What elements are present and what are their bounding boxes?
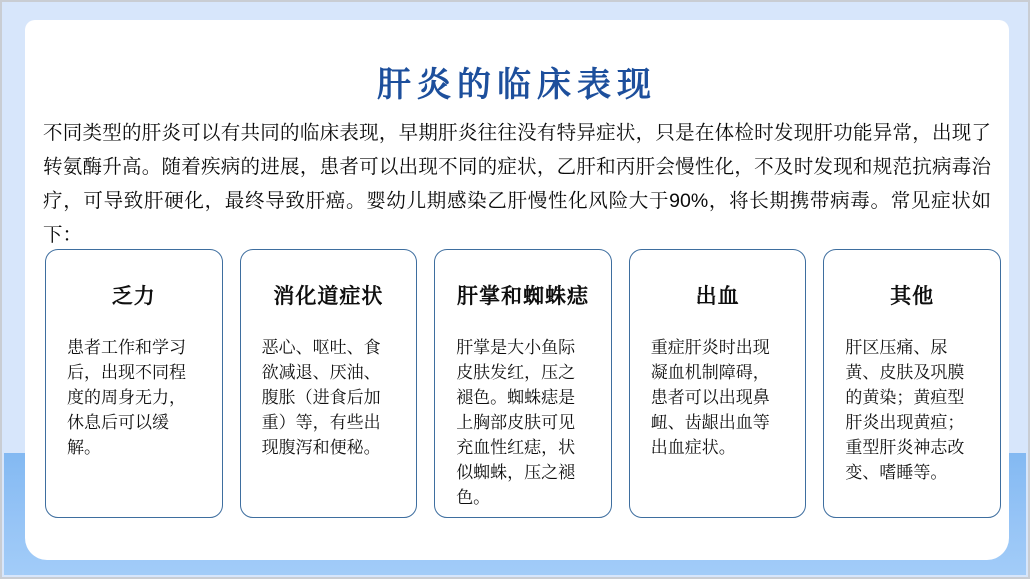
card-body: 恶心、呕吐、食欲减退、厌油、腹胀（进食后加重）等，有些出现腹泻和便秘。 <box>261 338 381 457</box>
card-body: 患者工作和学习后，出现不同程度的周身无力，休息后可以缓解。 <box>67 338 186 457</box>
card-title: 乏力 <box>111 285 156 308</box>
card-other <box>823 249 1001 518</box>
card-liver-palms-spider-nevi <box>434 249 612 518</box>
symptom-cards-row <box>45 249 1001 518</box>
card-body: 重症肝炎时出现凝血机制障碍，患者可以出现鼻衄、齿龈出血等出血症状。 <box>650 338 770 457</box>
card-body: 肝掌是大小鱼际皮肤发红，压之褪色。蜘蛛痣是上胸部皮肤可见充血性红痣，状似蜘蛛，压之褪色。 <box>456 338 576 507</box>
card-fatigue <box>45 249 223 518</box>
card-title: 其他 <box>890 285 935 308</box>
card-digestive-symptoms <box>240 249 418 518</box>
card-title: 出血 <box>695 285 740 308</box>
intro-paragraph: 不同类型的肝炎可以有共同的临床表现，早期肝炎往往没有特异症状，只是在体检时发现肝功能异常，出现了转氨酶升高。随着疾病的进展，患者可以出现不同的症状，乙肝和丙肝会慢性化，不及时发现和规范抗病毒治疗，可导致肝硬化，最终导致肝癌。婴幼儿期感染乙肝慢性化风险大于90%，将长期携带病毒。常见症状如下： <box>43 122 991 246</box>
card-title: 肝掌和蜘蛛痣 <box>456 285 589 308</box>
slide-title: 肝炎的临床表现 <box>377 65 657 105</box>
card-body: 肝区压痛、尿黄、皮肤及巩膜的黄染；黄疸型肝炎出现黄疸；重型肝炎神志改变、嗜睡等。 <box>845 338 965 482</box>
card-title: 消化道症状 <box>273 285 384 308</box>
slide-panel <box>25 20 1009 560</box>
card-bleeding <box>629 249 807 518</box>
